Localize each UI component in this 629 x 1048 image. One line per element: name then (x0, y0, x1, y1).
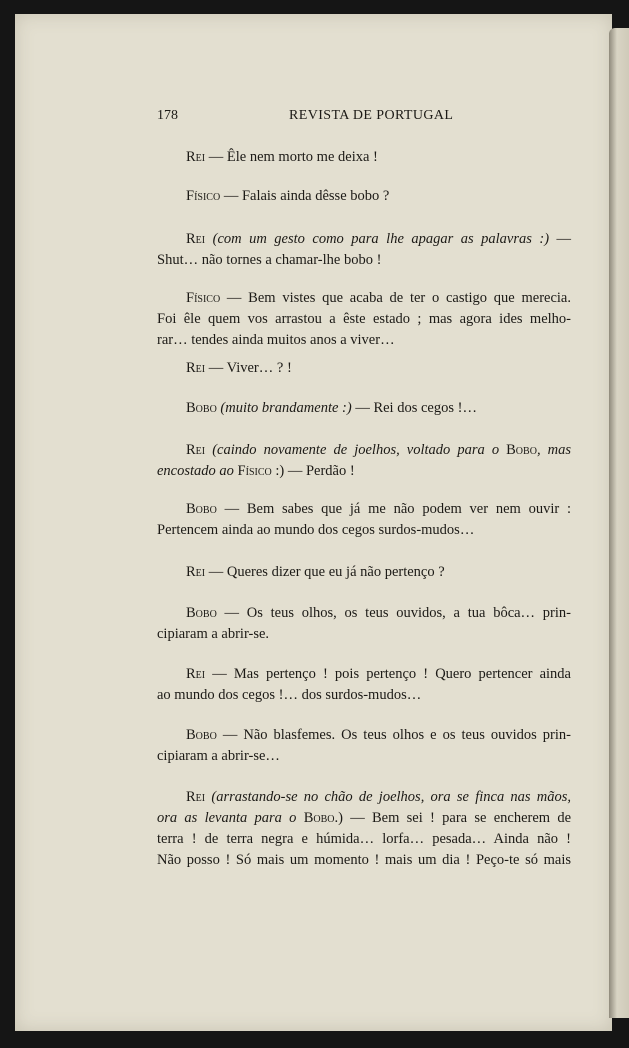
paragraph (157, 787, 571, 871)
paragraph (157, 186, 571, 207)
stage-direction: (arrastando-se no chão de joelhos, ora se finca nas mãos, (211, 789, 572, 805)
paragraph (157, 229, 571, 271)
speaker-name: Físico (237, 463, 272, 479)
line-text: — Êle nem morto me deixa ! (205, 149, 378, 165)
text-line (157, 398, 571, 419)
speaker-name: Bobo (506, 442, 537, 458)
text-line (157, 499, 571, 520)
line-text: ao mundo dos cegos !… dos surdos-mudos… (157, 687, 422, 703)
text-line (157, 186, 571, 207)
line-text: :) — Perdão ! (271, 463, 355, 479)
paragraph (157, 725, 571, 767)
speaker-name: Bobo (303, 810, 335, 826)
speaker-name: Bobo (186, 605, 217, 621)
speaker-name: Rei (186, 666, 206, 682)
line-text: cipiaram a abrir-se. (157, 626, 270, 642)
paragraph (157, 358, 571, 379)
text-line (157, 808, 571, 829)
line-text: — Não blasfemes. Os teus olhos e os teus ouvidos prin- (216, 727, 571, 743)
paragraph (157, 398, 571, 419)
stage-direction: encostado ao (157, 463, 238, 479)
text-line (157, 288, 571, 309)
stage-direction: (caindo novamente de joelhos, voltado para o (212, 442, 507, 458)
text-line (157, 850, 571, 871)
speaker-name: Bobo (186, 400, 217, 416)
stage-direction: (com um gesto como para lhe apagar as palavras :) (212, 231, 550, 247)
text-line (157, 746, 571, 767)
text-line (157, 725, 571, 746)
speaker-name: Rei (186, 149, 206, 165)
line-text: — Os teus olhos, os teus ouvidos, a tua bôca… prin- (216, 605, 571, 621)
speaker-name: Bobo (186, 501, 217, 517)
running-header (157, 108, 572, 128)
speaker-name: Bobo (186, 727, 217, 743)
stage-direction: ora as levanta para o (157, 810, 304, 826)
text-line (157, 440, 571, 461)
stage-direction: (muito brandamente :) (220, 400, 352, 416)
text-line (157, 603, 571, 624)
paragraph (157, 440, 571, 482)
text-line (157, 520, 571, 541)
text-line (157, 309, 571, 330)
stage-direction: , mas (536, 442, 571, 458)
line-text: terra ! de terra negra e húmida… lorfa… pesada… Ainda não ! (157, 831, 571, 847)
line-text: Não posso ! Só mais um momento ! mais um dia ! Peço-te só mais (157, 852, 571, 868)
paragraph (157, 562, 571, 583)
paragraph (157, 288, 571, 351)
paragraph (157, 664, 571, 706)
text-line (157, 664, 571, 685)
line-text: Shut… não tornes a chamar-lhe bobo ! (157, 252, 382, 268)
line-text: .) — Bem sei ! para se encherem de (334, 810, 572, 826)
line-text: cipiaram a abrir-se… (157, 748, 280, 764)
line-text: Foi êle quem vos arrastou a êste estado ; mas agora ides melho- (157, 311, 571, 327)
speaker-name: Rei (186, 231, 206, 247)
text-line (157, 562, 571, 583)
line-text: Pertencem ainda ao mundo dos cegos surdos-mudos… (157, 522, 475, 538)
speaker-name: Rei (186, 789, 206, 805)
speaker-name: Rei (186, 360, 206, 376)
speaker-name: Rei (186, 564, 206, 580)
line-text (205, 231, 213, 247)
line-text: — (549, 231, 572, 247)
page-number: 178 (157, 108, 178, 123)
line-text: rar… tendes ainda muitos anos a viver… (157, 332, 395, 348)
text-line (157, 787, 571, 808)
text-line (157, 358, 571, 379)
text-line (157, 250, 571, 271)
speaker-name: Rei (186, 442, 206, 458)
line-text: — Rei dos cegos !… (351, 400, 477, 416)
paragraph (157, 603, 571, 645)
next-page-edge (609, 28, 629, 1018)
line-text: — Viver… ? ! (205, 360, 292, 376)
speaker-name: Físico (186, 188, 221, 204)
paragraph (157, 147, 571, 168)
line-text: — Mas pertenço ! pois pertenço ! Quero pertencer ainda (205, 666, 571, 682)
line-text: — Queres dizer que eu já não pertenço ? (205, 564, 445, 580)
text-line (157, 330, 571, 351)
text-line (157, 685, 571, 706)
text-line (157, 229, 571, 250)
line-text: — Bem sabes que já me não podem ver nem ouvir : (216, 501, 571, 517)
line-text: — Falais ainda dêsse bobo ? (220, 188, 390, 204)
speaker-name: Físico (186, 290, 221, 306)
paragraph (157, 499, 571, 541)
journal-title: REVISTA DE PORTUGAL (289, 108, 454, 123)
text-line (157, 147, 571, 168)
text-line (157, 624, 571, 645)
text-line (157, 461, 571, 482)
text-line (157, 829, 571, 850)
line-text: — Bem vistes que acaba de ter o castigo que merecia. (220, 290, 571, 306)
